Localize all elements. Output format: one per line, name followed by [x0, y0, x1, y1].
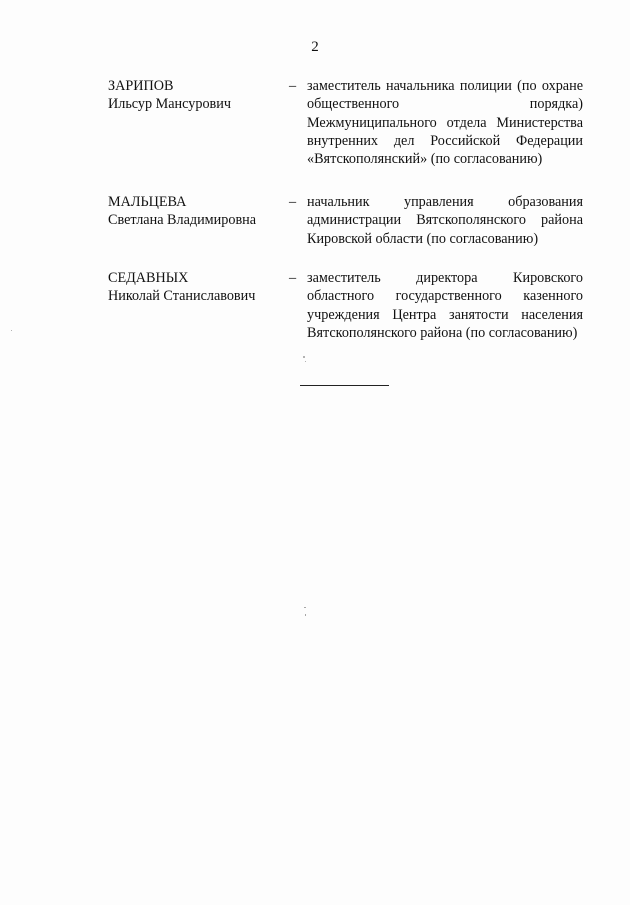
- scan-speck: [305, 614, 306, 616]
- scan-speck: [11, 330, 12, 331]
- scan-speck: [305, 361, 306, 362]
- page-number: 2: [311, 39, 319, 55]
- entry-dash: –: [289, 78, 297, 94]
- member-name: [108, 77, 283, 113]
- member-name: [108, 269, 283, 305]
- member-position: начальник управления образования администрации Вятскополянского района Кировской области (по согласованию): [307, 194, 583, 247]
- member-surname: ЗАРИПОВ: [108, 78, 174, 94]
- member-surname: СЕДАВНЫХ: [108, 270, 189, 286]
- scan-speck: [303, 356, 305, 358]
- member-given-names: Ильсур Мансурович: [108, 96, 231, 112]
- member-surname: МАЛЬЦЕВА: [108, 194, 187, 210]
- closing-rule: [300, 385, 389, 386]
- entry-dash: –: [289, 194, 297, 210]
- member-name: [108, 193, 283, 229]
- member-position: заместитель начальника полиции (по охране общественного порядка) Межмуниципального отдела Министерства внутренних дел Российской Федерации «Вятскополянский» (по согласованию): [307, 78, 583, 168]
- scan-speck: [304, 607, 306, 608]
- member-given-names: Светлана Владимировна: [108, 212, 257, 228]
- entry-dash: –: [289, 270, 297, 286]
- member-given-names: Николай Станиславович: [108, 288, 256, 304]
- member-position: заместитель директора Кировского областного государственного казенного учреждения Центра занятости населения Вятскополянского района (по согласованию): [307, 270, 583, 341]
